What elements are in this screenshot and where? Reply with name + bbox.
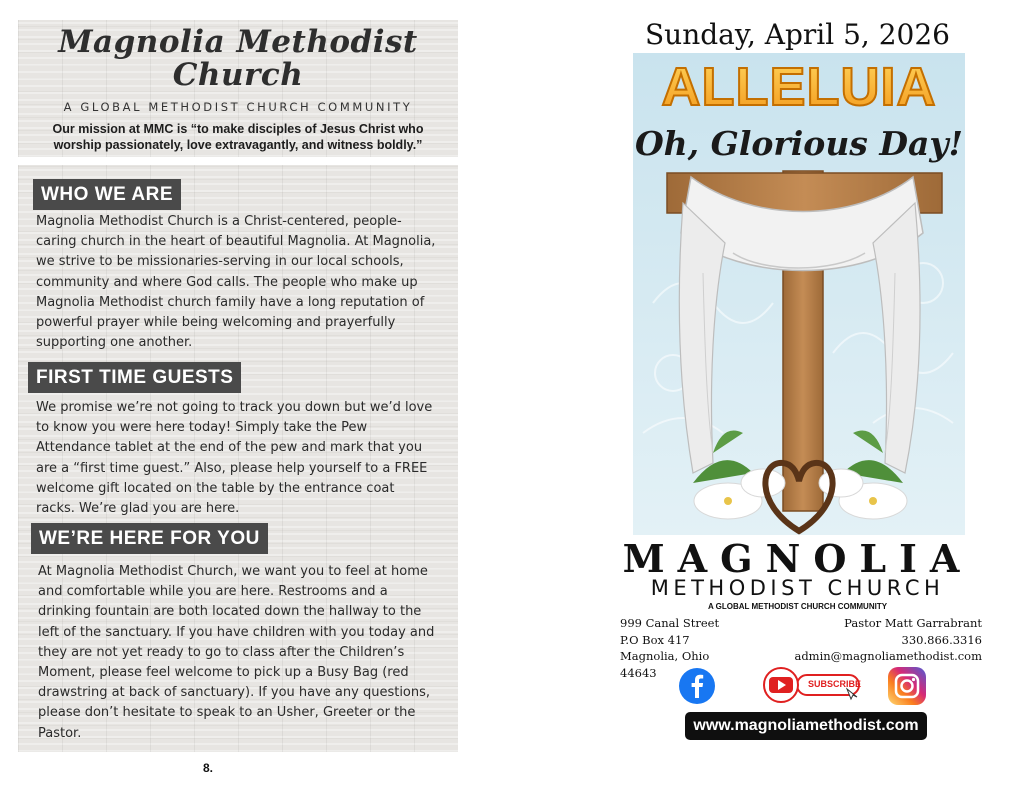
section-heading-first-time-guests: FIRST TIME GUESTS (28, 362, 241, 393)
facebook-icon[interactable] (679, 668, 715, 708)
email-address[interactable]: admin@magnoliamethodist.com (794, 649, 982, 663)
community-subtitle: A GLOBAL METHODIST CHURCH COMMUNITY (63, 100, 413, 114)
phone-number[interactable]: 330.866.3316 (901, 632, 982, 647)
church-name: MAGNOLIA (622, 536, 973, 581)
glorious-day-tagline: Oh, Glorious Day! (634, 124, 964, 163)
mission-statement: Our mission at MMC is “to make disciples of Jesus Christ who worship passionately, love extravagantly, and witness boldly.” (52, 122, 424, 152)
pastor-name: Pastor Matt Garrabrant (844, 616, 982, 630)
info-panel (18, 165, 458, 752)
section-body-who-we-are: Magnolia Methodist Church is a Christ-centered, people- caring church in the heart of beautiful Magnolia. At Magnolia, we strive to be missionaries-serving in our local schools, community and where God calls. The people who make up Magnolia Methodist church family have a long reputation of powerful prayer while being welcoming and prayerfully supporting one another. (36, 214, 436, 351)
youtube-subscribe-button[interactable] (763, 665, 861, 709)
easter-artwork (633, 53, 965, 535)
church-contact (794, 615, 982, 665)
section-heading-here-for-you: WE’RE HERE FOR YOU (31, 523, 268, 554)
church-tagline: A GLOBAL METHODIST CHURCH COMMUNITY (707, 602, 888, 611)
section-body-first-time-guests: We promise we’re not going to track you down but we’d love to know you were here today! Simply take the Pew Attendance tablet at the end of the pew and mark that you are a “first time guest.” Also, please help yourself to a FREE welcome gift located on the table by the entrance coat racks. We’re glad you are here. (36, 400, 433, 517)
instagram-icon[interactable] (888, 667, 926, 709)
website-link[interactable]: www.magnoliamethodist.com (685, 712, 927, 740)
service-date: Sunday, April 5, 2026 (645, 18, 950, 51)
church-script-title: Magnolia Methodist Church (58, 24, 418, 93)
church-address: 999 Canal Street P.O Box 417 Magnolia, Ohio 44643 (620, 616, 720, 680)
page-number: 8. (203, 761, 214, 775)
section-heading-who-we-are: WHO WE ARE (33, 179, 181, 210)
church-subname: METHODIST CHURCH (650, 576, 945, 600)
header-panel (18, 20, 458, 157)
subscribe-label: SUBSCRIBE (808, 679, 862, 689)
alleluia-headline: ALLELUIA (661, 57, 937, 117)
section-body-here-for-you: At Magnolia Methodist Church, we want you to feel at home and comfortable while you are here. Restrooms and a drinking fountain are both located down the hallway to the left of the sanctuary. If you have children with you today and they are not yet ready to go to class after the Children’s Moment, please feel welcome to pick up a Busy Bag (red drawstring at back of sanctuary). If you have any questions, please don’t hesitate to speak to an Usher, Greeter or the Pastor. (38, 564, 435, 741)
